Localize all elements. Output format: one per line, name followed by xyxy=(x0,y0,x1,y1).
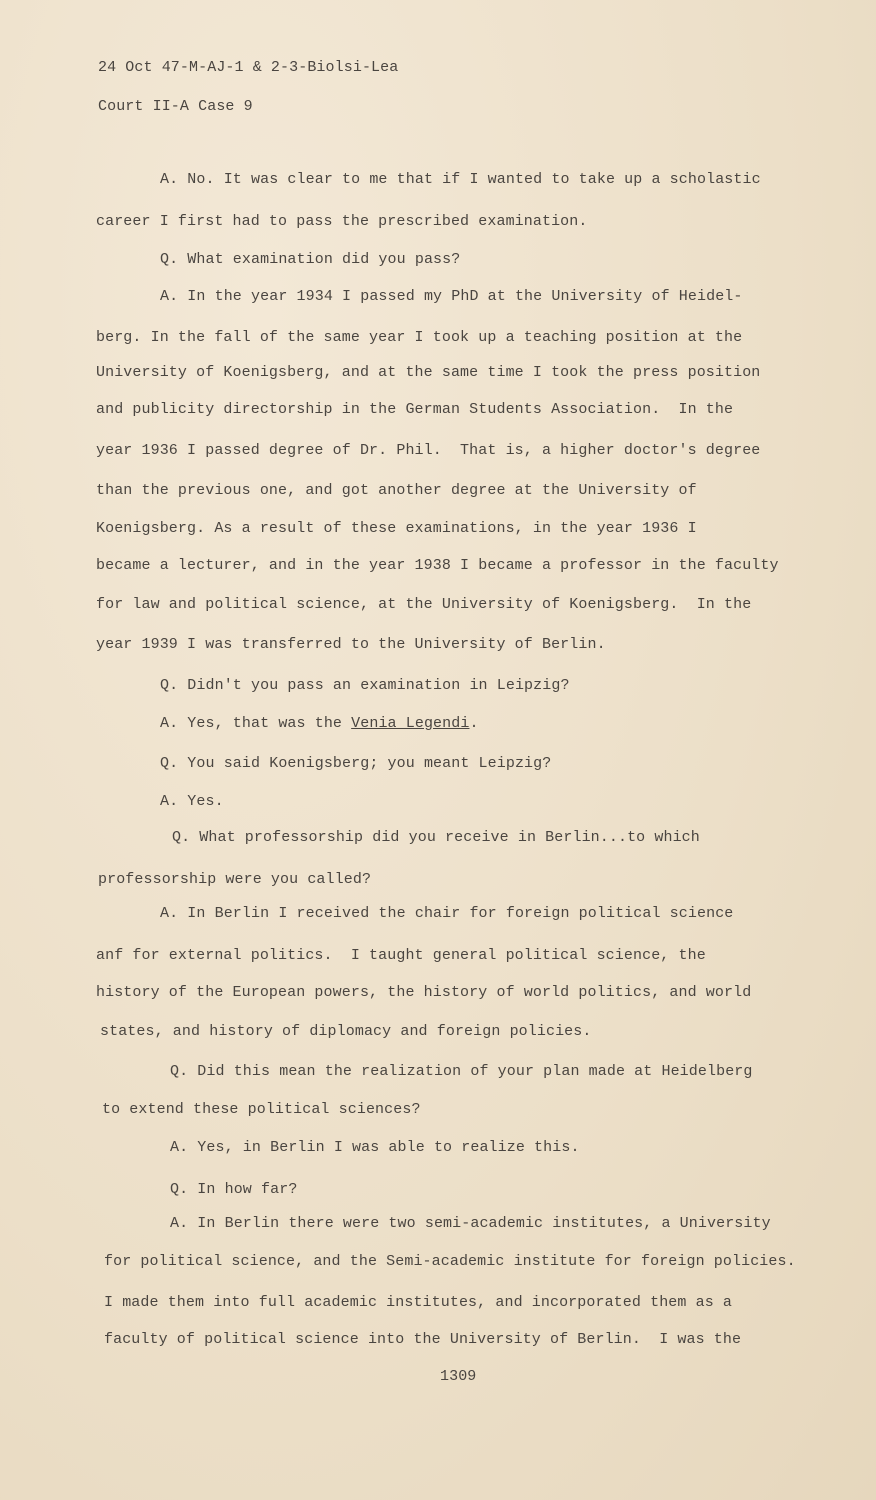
text-line: than the previous one, and got another degree at the University of xyxy=(96,482,697,499)
text-line: Q. What examination did you pass? xyxy=(160,251,461,268)
text-line: A. Yes, in Berlin I was able to realize this. xyxy=(170,1139,580,1156)
text-line: became a lecturer, and in the year 1938 I became a professor in the faculty xyxy=(96,557,779,574)
text-line: A. In Berlin there were two semi-academic institutes, a University xyxy=(170,1215,771,1232)
text-line: and publicity directorship in the German Students Association. In the xyxy=(96,401,734,418)
text-line: for law and political science, at the University of Koenigsberg. In the xyxy=(96,596,752,613)
text-line: Q. What professorship did you receive in Berlin...to which xyxy=(172,829,700,846)
header-line-1: 24 Oct 47-M-AJ-1 & 2-3-Biolsi-Lea xyxy=(98,59,399,76)
text-line: I made them into full academic institutes, and incorporated them as a xyxy=(104,1294,733,1311)
text-line: Q. Didn't you pass an examination in Leipzig? xyxy=(160,677,570,694)
underlined-term: Venia Legendi xyxy=(351,715,470,732)
text-line: year 1936 I passed degree of Dr. Phil. That is, a higher doctor's degree xyxy=(96,442,761,459)
page-number: 1309 xyxy=(440,1368,477,1385)
text-line: Q. In how far? xyxy=(170,1181,298,1198)
header-line-2: Court II-A Case 9 xyxy=(98,98,253,115)
text-line: states, and history of diplomacy and foreign policies. xyxy=(100,1023,592,1040)
text-line: year 1939 I was transferred to the University of Berlin. xyxy=(96,636,606,653)
text-line: A. In the year 1934 I passed my PhD at the University of Heidel- xyxy=(160,288,743,305)
text-line: Koenigsberg. As a result of these examinations, in the year 1936 I xyxy=(96,520,697,537)
text-line: A. Yes, that was the Venia Legendi. xyxy=(160,715,479,732)
text-line: anf for external politics. I taught general political science, the xyxy=(96,947,706,964)
text-line: to extend these political sciences? xyxy=(102,1101,421,1118)
text-line: professorship were you called? xyxy=(98,871,372,888)
text-line: Q. You said Koenigsberg; you meant Leipzig? xyxy=(160,755,552,772)
text-line: faculty of political science into the University of Berlin. I was the xyxy=(104,1331,742,1348)
text-line: Q. Did this mean the realization of your plan made at Heidelberg xyxy=(170,1063,753,1080)
text-line: A. In Berlin I received the chair for foreign political science xyxy=(160,905,734,922)
text-line: berg. In the fall of the same year I took up a teaching position at the xyxy=(96,329,743,346)
text-line: career I first had to pass the prescribed examination. xyxy=(96,213,588,230)
text-line: for political science, and the Semi-academic institute for foreign policies. xyxy=(104,1253,796,1270)
text-line: history of the European powers, the history of world politics, and world xyxy=(96,984,752,1001)
text-line: A. Yes. xyxy=(160,793,224,810)
text-line: A. No. It was clear to me that if I wanted to take up a scholastic xyxy=(160,171,761,188)
text-line: University of Koenigsberg, and at the same time I took the press position xyxy=(96,364,761,381)
